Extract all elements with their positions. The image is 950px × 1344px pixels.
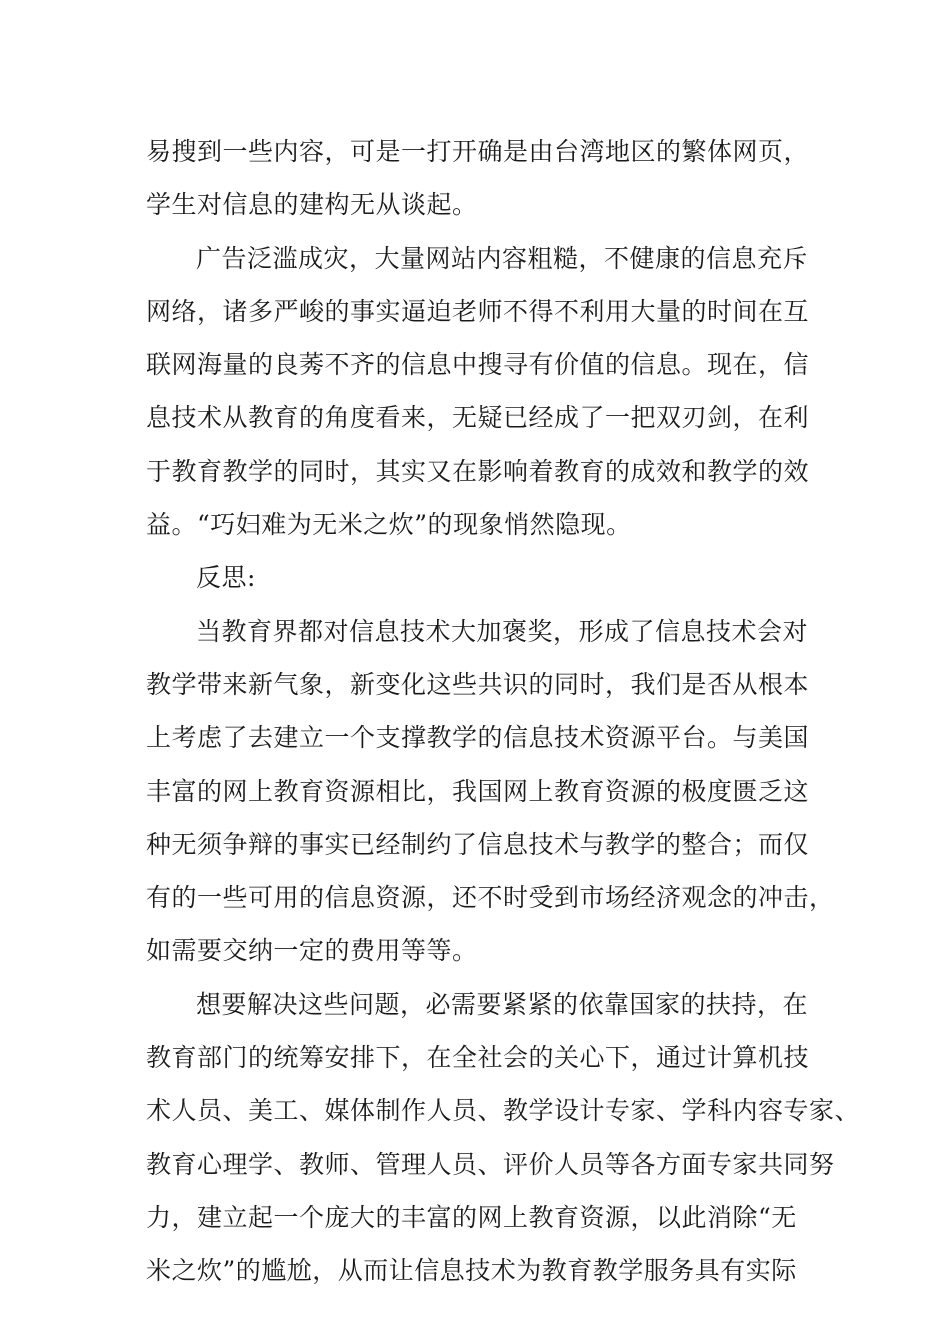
text-line: 力，建立起一个庞大的丰富的网上教育资源，以此消除“无 xyxy=(146,1202,797,1232)
text-line: 如需要交纳一定的费用等等。 xyxy=(146,936,478,966)
text-line: 益。“巧妇难为无米之炊”的现象悄然隐现。 xyxy=(146,510,632,540)
text-line: 易搜到一些内容，可是一打开确是由台湾地区的繁体网页， xyxy=(146,137,810,166)
text-line: 息技术从教育的角度看来，无疑已经成了一把双刃剑，在利 xyxy=(146,403,810,433)
text-line: 反思: xyxy=(196,563,256,593)
text-line: 广告泛滥成灾，大量网站内容粗糙，不健康的信息充斥 xyxy=(196,243,809,273)
text-line: 于教育教学的同时，其实又在影响着教育的成效和教学的效 xyxy=(146,456,810,486)
text-line: 教育心理学、教师、管理人员、评价人员等各方面专家共同努 xyxy=(146,1149,835,1179)
text-line: 想要解决这些问题，必需要紧紧的依靠国家的扶持，在 xyxy=(196,989,809,1019)
text-line: 学生对信息的建构无从谈起。 xyxy=(146,190,478,220)
text-line: 当教育界都对信息技术大加褒奖，形成了信息技术会对 xyxy=(196,616,809,646)
text-line: 种无须争辩的事实已经制约了信息技术与教学的整合；而仅 xyxy=(146,829,810,859)
text-line: 教学带来新气象，新变化这些共识的同时，我们是否从根本 xyxy=(146,669,810,699)
text-line: 有的一些可用的信息资源，还不时受到市场经济观念的冲击， xyxy=(146,883,835,913)
text-line: 网络，诸多严峻的事实逼迫老师不得不利用大量的时间在互 xyxy=(146,296,810,326)
text-line: 联网海量的良莠不齐的信息中搜寻有价值的信息。现在，信 xyxy=(146,350,810,380)
body-text xyxy=(146,125,861,1298)
text-line: 上考虑了去建立一个支撑教学的信息技术资源平台。与美国 xyxy=(146,723,810,753)
text-line: 术人员、美工、媒体制作人员、教学设计专家、学科内容专家、 xyxy=(146,1096,861,1126)
text-line: 教育部门的统筹安排下，在全社会的关心下，通过计算机技 xyxy=(146,1043,810,1073)
text-line: 丰富的网上教育资源相比，我国网上教育资源的极度匮乏这 xyxy=(146,776,810,806)
text-line: 米之炊”的尴尬，从而让信息技术为教育教学服务具有实际 xyxy=(146,1256,797,1286)
